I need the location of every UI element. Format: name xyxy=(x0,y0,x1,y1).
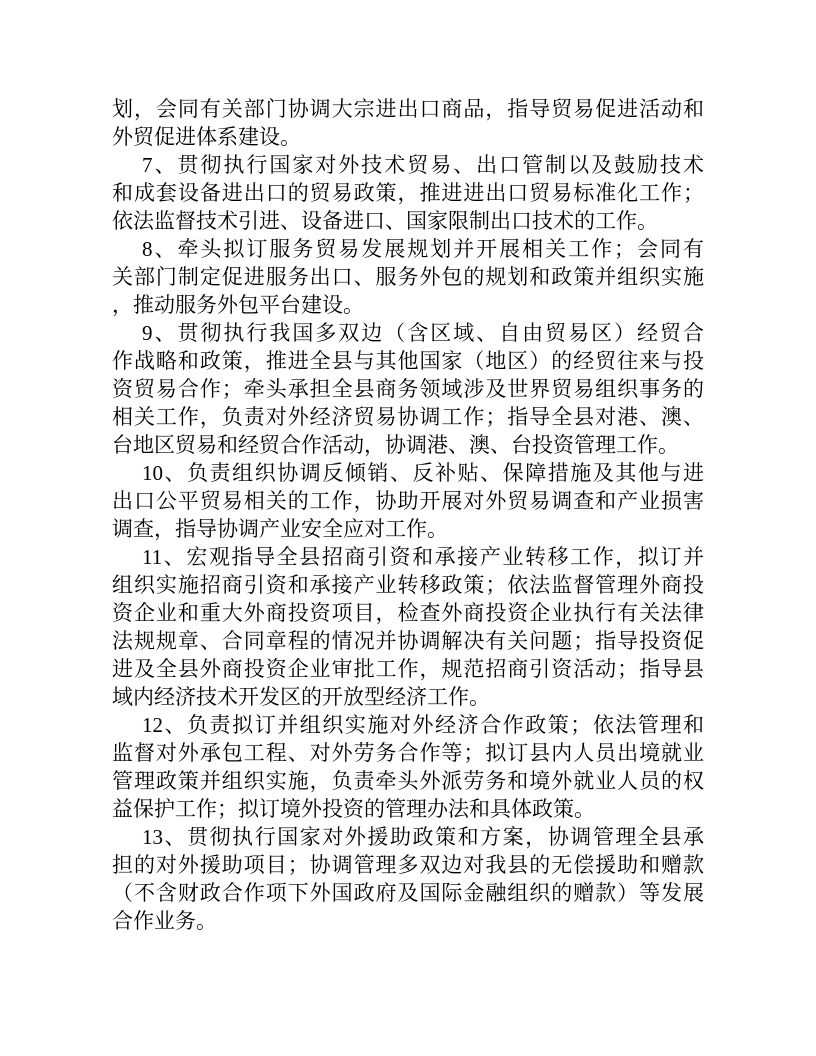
paragraph-9-line-3: 资贸易合作；牵头承担全县商务领域涉及世界贸易组织事务的 xyxy=(112,377,704,401)
paragraph-13-line-3: （不含财政合作项下外国政府及国际金融组织的赠款）等发展 xyxy=(112,881,704,905)
paragraph-12-line-3: 管理政策并组织实施，负责牵头外派劳务和境外就业人员的权 xyxy=(112,769,704,793)
paragraph-12-line-2: 监督对外承包工程、对外劳务合作等；拟订县内人员出境就业 xyxy=(112,741,704,765)
paragraph-11-line-6: 域内经济技术开发区的开放型经济工作。 xyxy=(112,685,490,709)
paragraph-8-line-3: ，推动服务外包平台建设。 xyxy=(112,293,364,317)
paragraph-10-line-2: 出口公平贸易相关的工作，协助开展对外贸易调查和产业损害 xyxy=(112,489,704,513)
paragraph-9-line-4: 相关工作，负责对外经济贸易协调工作；指导全县对港、澳、 xyxy=(112,405,704,429)
paragraph-12-line-1: 12、负责拟订并组织实施对外经济合作政策；依法管理和 xyxy=(142,713,704,737)
paragraph-13-line-4: 合作业务。 xyxy=(112,909,217,933)
paragraph-11-line-3: 资企业和重大外商投资项目，检查外商投资企业执行有关法律 xyxy=(112,601,704,625)
paragraph-continuation-line-2: 外贸促进体系建设。 xyxy=(112,125,301,149)
paragraph-13-line-1: 13、贯彻执行国家对外援助政策和方案，协调管理全县承 xyxy=(142,825,704,849)
document-body xyxy=(112,95,704,935)
paragraph-7-line-2: 和成套设备进出口的贸易政策，推进进出口贸易标准化工作； xyxy=(112,181,704,205)
paragraph-11-line-1: 11、宏观指导全县招商引资和承接产业转移工作，拟订并 xyxy=(142,545,704,569)
paragraph-13-line-2: 担的对外援助项目；协调管理多双边对我县的无偿援助和赠款 xyxy=(112,853,704,877)
paragraph-10-line-3: 调查，指导协调产业安全应对工作。 xyxy=(112,517,448,541)
paragraph-8-line-2: 关部门制定促进服务出口、服务外包的规划和政策并组织实施 xyxy=(112,265,704,289)
paragraph-7-line-1: 7、贯彻执行国家对外技术贸易、出口管制以及鼓励技术 xyxy=(142,153,704,177)
paragraph-11-line-5: 进及全县外商投资企业审批工作，规范招商引资活动；指导县 xyxy=(112,657,704,681)
paragraph-11-line-4: 法规规章、合同章程的情况并协调解决有关问题；指导投资促 xyxy=(112,629,704,653)
paragraph-9-line-5: 台地区贸易和经贸合作活动，协调港、澳、台投资管理工作。 xyxy=(112,433,679,457)
paragraph-7-line-3: 依法监督技术引进、设备进口、国家限制出口技术的工作。 xyxy=(112,209,658,233)
paragraph-continuation-line-1: 划，会同有关部门协调大宗进出口商品，指导贸易促进活动和 xyxy=(112,97,704,121)
paragraph-10-line-1: 10、负责组织协调反倾销、反补贴、保障措施及其他与进 xyxy=(142,461,704,485)
paragraph-9-line-2: 作战略和政策，推进全县与其他国家（地区）的经贸往来与投 xyxy=(112,349,704,373)
paragraph-11-line-2: 组织实施招商引资和承接产业转移政策；依法监督管理外商投 xyxy=(112,573,704,597)
paragraph-12-line-4: 益保护工作；拟订境外投资的管理办法和具体政策。 xyxy=(112,797,595,821)
paragraph-9-line-1: 9、贯彻执行我国多双边（含区域、自由贸易区）经贸合 xyxy=(142,321,704,345)
paragraph-8-line-1: 8、牵头拟订服务贸易发展规划并开展相关工作；会同有 xyxy=(142,237,704,261)
